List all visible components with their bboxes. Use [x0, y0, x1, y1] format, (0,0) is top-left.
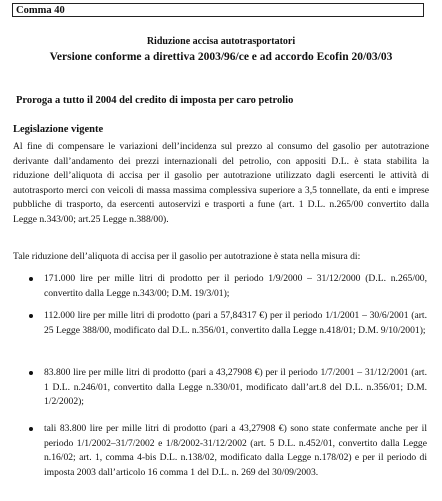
bullet-dot-icon [29, 277, 33, 281]
comma-label: Comma 40 [16, 5, 65, 16]
body-paragraph: Tale riduzione dell’aliquota di accisa per il gasolio per autotrazione è stata nella misura di: [13, 251, 361, 262]
section-subtitle: Proroga a tutto il 2004 del credito di imposta per caro petrolio [16, 95, 294, 106]
section-heading: Legislazione vigente [13, 124, 104, 135]
bullet-dot-icon [29, 371, 33, 375]
body-paragraph: Al fine di compensare le variazioni dell’incidenza sul prezzo al consumo del gasolio per autotrazione derivante dall’andamento dei prezzi internazionali del petrolio, con appositi D.L. è stata stabilita la riduzione dell’aliquota di accisa per il gasolio per autotrazione utilizzato dagli esercenti le attività di autotrasporto merci con veicoli di massa massima complessiva superiore a 3,5 tonnellate, da enti e imprese pubbliche di trasporto, da esercenti autoservizi e trasporti a fune (art. 1 D.L. n.265/00 convertito dalla Legge n.343/00; art.25 Legge n.388/00). [13, 141, 429, 225]
list-item-text: 112.000 lire per mille litri di prodotto (pari a 57,84317 €) per il periodo 1/1/2001 – 30/6/2001 (art. 25 Legge 388/00, modificato dal D.L. n.356/01, convertito dalla Legge n.418/01; D.M. 9/10/2001); [44, 310, 427, 336]
list-item-text: 171.000 lire per mille litri di prodotto per il periodo 1/9/2000 – 31/12/2000 (D.L. n.265/00, convertito dalla Legge n.343/00; D.M. 19/3/01); [44, 273, 427, 299]
bullet-dot-icon [29, 427, 33, 431]
list-item-text: tali 83.800 lire per mille litri di prodotto (pari a 43,27908 €) sono state confermate anche per il periodo 1/1/2002–31/7/2002 e 1/8/2002-31/12/2002 (art. 5 D.L. n.452/01, convertito dalla Legge n.16/02; art. 1, comma 4-bis D.L. n.138/02, modificato dalla Legge n.178/02) e per il periodo di imposta 2003 dall’articolo 16 comma 1 del D.L. n. 269 del 30/09/2003. [44, 423, 427, 478]
comma-header-box [12, 3, 424, 17]
list-item-text: 83.800 lire per mille litri di prodotto (pari a 43,27908 €) per il periodo 1/7/2001 – 31/12/2001 (art. 1 D.L. n.246/01, convertito dalla Legge n.330/01, modificato dall’art.8 del D.L. n.356/01; D.M. 1/2/2002); [44, 367, 427, 408]
document-version-title: Versione conforme a direttiva 2003/96/ce e ad accordo Ecofin 20/03/03 [49, 51, 393, 63]
bullet-dot-icon [29, 314, 33, 318]
document-title: Riduzione accisa autotrasportatori [146, 36, 296, 47]
